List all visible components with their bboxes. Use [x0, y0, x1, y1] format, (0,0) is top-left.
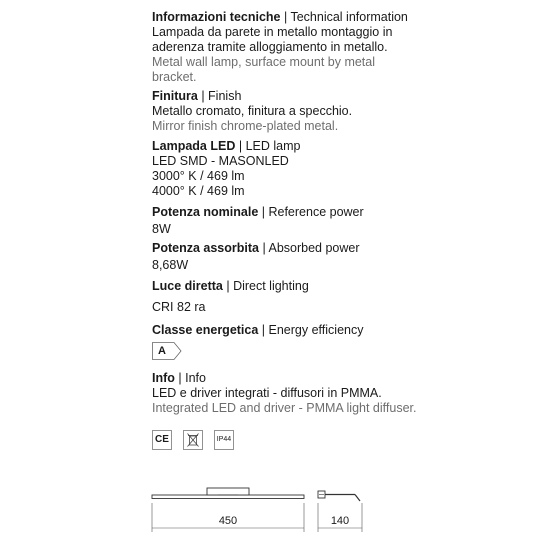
- width-dimension-label: 450: [218, 515, 238, 527]
- energy-class-badge: [152, 342, 182, 360]
- direct-light-value: CRI 82 ra: [152, 300, 206, 314]
- finish-section: [152, 89, 532, 134]
- power-nominal-value: 8W: [152, 222, 171, 236]
- power-nominal-title: Potenza nominale | Reference power: [152, 205, 364, 219]
- energy-class-value: A: [158, 345, 166, 357]
- dimension-drawing: [0, 470, 550, 550]
- weee-bin-icon: [183, 430, 203, 450]
- ip-rating-icon: [214, 430, 234, 450]
- technical-desc-it-2: aderenza tramite alloggiamento in metallo.: [152, 40, 388, 54]
- energy-title: Classe energetica | Energy efficiency: [152, 323, 364, 337]
- led-line-2: 3000° K / 469 lm: [152, 169, 245, 183]
- energy-section: [152, 323, 532, 338]
- led-line-3: 4000° K / 469 lm: [152, 184, 245, 198]
- technical-desc-it-1: Lampada da parete in metallo montaggio in: [152, 25, 393, 39]
- energy-arrow-icon: [152, 342, 182, 360]
- ip-rating-label: IP44: [216, 436, 232, 443]
- technical-desc-en-1: Metal wall lamp, surface mount by metal: [152, 55, 376, 69]
- info-desc-en: Integrated LED and driver - PMMA light diffuser.: [152, 401, 417, 415]
- power-absorbed-value: 8,68W: [152, 258, 189, 272]
- ce-mark-icon: [152, 430, 172, 450]
- finish-desc-it: Metallo cromato, finitura a specchio.: [152, 104, 353, 118]
- depth-dimension-label: 140: [330, 515, 350, 527]
- finish-desc-en: Mirror finish chrome-plated metal.: [152, 119, 339, 133]
- front-view-lamp: [152, 488, 304, 499]
- technical-desc-en-2: bracket.: [152, 70, 197, 84]
- led-line-1: LED SMD - MASONLED: [152, 154, 289, 168]
- finish-title: Finitura | Finish: [152, 89, 242, 103]
- led-section: [152, 139, 532, 199]
- led-title: Lampada LED | LED lamp: [152, 139, 301, 153]
- technical-info-title: Informazioni tecniche | Technical information: [152, 10, 408, 24]
- direct-light-section: [152, 279, 532, 315]
- side-view-lamp: [318, 491, 360, 501]
- direct-light-title: Luce diretta | Direct lighting: [152, 279, 309, 293]
- info-desc-it: LED e driver integrati - diffusori in PMMA.: [152, 386, 382, 400]
- info-section: [152, 371, 532, 416]
- technical-info-section: [152, 10, 532, 85]
- power-nominal-section: [152, 205, 532, 237]
- info-title: Info | Info: [152, 371, 206, 385]
- power-absorbed-section: [152, 241, 532, 273]
- power-absorbed-title: Potenza assorbita | Absorbed power: [152, 241, 360, 255]
- ce-mark-label: CE: [155, 434, 169, 445]
